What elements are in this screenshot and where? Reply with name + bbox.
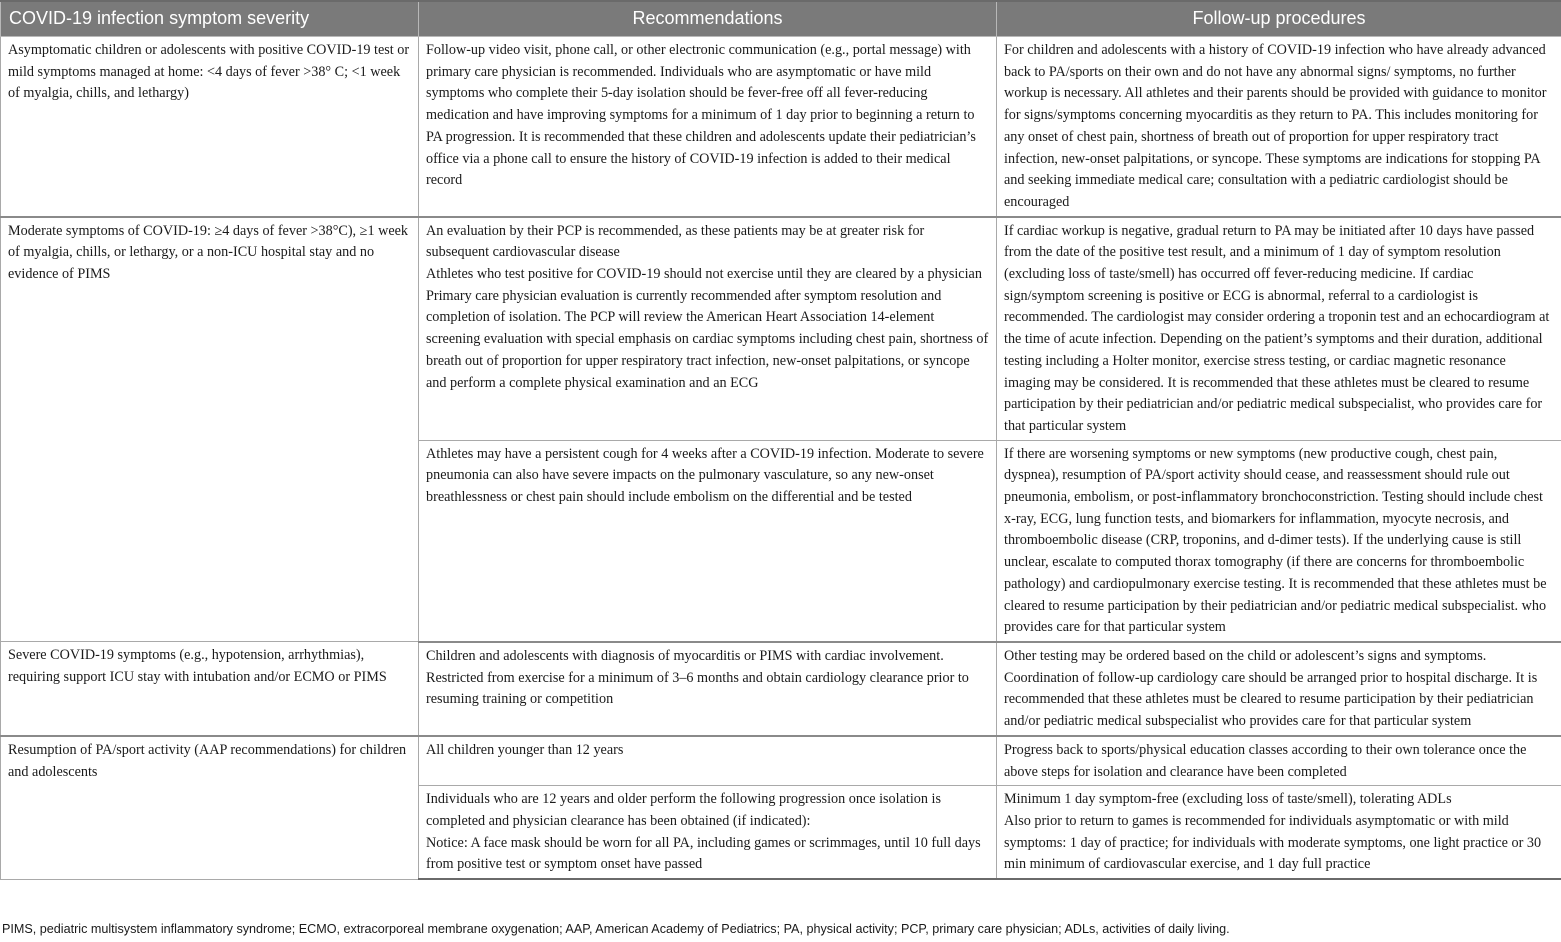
follow-up-text: If cardiac workup is negative, gradual return to PA may be initiated after 10 days have passed from the date of the positive test result, and a minimum of 1 day of symptom resolution (excluding loss of taste/smell) has occurred off fever-reducing medicine. If cardiac sign/symptom screening is positive or ECG is abnormal, referral to a cardiologist is recommended. The cardiologist may consider ordering a troponin test and an echocardiogram at the time of acute infection. Depending on the patient’s symptoms and their duration, additional testing including a Holter monitor, exercise stress testing, or cardiac magnetic resonance imaging may be considered. It is recommended that these athletes must be cleared to resume participation by their pediatrician and/or pediatric medical subspecialist, who provides care for that particular system [1004, 222, 1550, 434]
recommendation-text: Individuals who are 12 years and older perform the following progression once isolation is completed and physician clearance has been obtained (if indicated): [426, 791, 941, 829]
table-row [1, 37, 1561, 217]
recommendation-text: All children younger than 12 years [426, 741, 624, 758]
header-row [1, 1, 1561, 37]
recommendation-cell [419, 736, 997, 786]
recommendation-text: Athletes may have a persistent cough for 4 weeks after a COVID-19 infection. Moderate to severe pneumonia can also have severe impacts on the pulmonary vasculature, so any new-onset breathlessness or chest pain should include embolism on the differential and be tested [426, 445, 984, 506]
follow-up-cell [997, 37, 1561, 217]
severity-cell: Resumption of PA/sport activity (AAP recommendations) for children and adolescents [1, 736, 419, 879]
follow-up-cell [997, 786, 1561, 879]
severity-cell: Moderate symptoms of COVID-19: ≥4 days of fever >38°C), ≥1 week of myalgia, chills, or lethargy, or a non-ICU hospital stay and no evidence of PIMS [1, 217, 419, 642]
recommendation-cell [419, 440, 997, 642]
recommendation-cell [419, 786, 997, 879]
table-row [1, 642, 1561, 736]
table-row [1, 736, 1561, 786]
table-row [1, 217, 1561, 441]
follow-up-text: If there are worsening symptoms or new symptoms (new productive cough, chest pain, dyspnea), resumption of PA/sport activity should cease, and reassessment should rule out pneumonia, embolism, or post-inflammatory bronchoconstriction. Testing should include chest x-ray, ECG, lung function tests, and biomarkers for inflammation, myocyte necrosis, and thromboembolic disease (CRP, troponins, and d-dimer tests). If the underlying cause is still unclear, escalate to computed thorax tomography (if there are concerns for thromboembolic pathology) and cardiopulmonary exercise testing. It is recommended that these athletes must be cleared to resume participation by their pediatrician and/or pediatric medical subspecialist. who provides care for that particular system [1004, 445, 1547, 636]
severity-cell: Severe COVID-19 symptoms (e.g., hypotension, arrhythmias), requiring support ICU stay with intubation and/or ECMO or PIMS [1, 642, 419, 736]
follow-up-cell [997, 440, 1561, 642]
follow-up-text: Other testing may be ordered based on the child or adolescent’s signs and symptoms. Coordination of follow-up cardiology care should be arranged prior to hospital discharge. It is recommended that these athletes must be cleared to resume participation by their pediatrician and/or pediatric medical subspecialist who provides care for that particular system [1004, 647, 1538, 730]
header-recommendations: Recommendations [419, 1, 997, 37]
follow-up-text: Minimum 1 day symptom-free (excluding loss of taste/smell), tolerating ADLs [1004, 791, 1452, 808]
severity-cell: Asymptomatic children or adolescents with positive COVID-19 test or mild symptoms managed at home: <4 days of fever >38° C; <1 week of myalgia, chills, and lethargy) [1, 37, 419, 217]
recommendation-cell [419, 217, 997, 441]
table-body [1, 37, 1561, 880]
follow-up-cell [997, 217, 1561, 441]
recommendation-cell [419, 37, 997, 217]
recommendation-text: Notice: A face mask should be worn for all PA, including games or scrimmages, until 10 full days from positive test or symptom onset have passed [426, 834, 981, 873]
recommendation-text: Primary care physician evaluation is currently recommended after symptom resolution and completion of isolation. The PCP will review the American Heart Association 14-element screening evaluation with special emphasis on cardiac symptoms including chest pain, shortness of breath out of proportion for upper respiratory tract infection, new-onset palpitations, or syncope and perform a complete physical examination and an ECG [426, 287, 989, 391]
recommendation-cell [419, 642, 997, 736]
header-severity: COVID-19 infection symptom severity [1, 1, 419, 37]
follow-up-text: Also prior to return to games is recommended for individuals asymptomatic or with mild symptoms: 1 day of practice; for individuals with moderate symptoms, one light practice or 30 min minimum of cardiovascular exercise, and 1 day full practice [1004, 812, 1542, 873]
follow-up-cell [997, 736, 1561, 786]
recommendation-text: Follow-up video visit, phone call, or other electronic communication (e.g., portal message) with primary care physician is recommended. Individuals who are asymptomatic or have mild symptoms who complete their 5-day isolation should be fever-free off all fever-reducing medication and have improving symptoms for a minimum of 1 day prior to beginning a return to PA progression. It is recommended that these children and adolescents update their pediatrician’s office via a phone call to ensure the history of COVID-19 infection is added to their medical record [426, 42, 976, 189]
follow-up-text: For children and adolescents with a history of COVID-19 infection who have already advanced back to PA/sports on their own and do not have any abnormal signs/ symptoms, no further workup is necessary. All athletes and their parents should be provided with guidance to monitor for signs/symptoms concerning myocarditis as they return to PA. This includes monitoring for any onset of chest pain, shortness of breath out of proportion for upper respiratory tract infection, new-onset palpitations, or syncope. These symptoms are indications for stopping PA and seeking immediate medical care; consultation with a pediatric cardiologist should be encouraged [1004, 42, 1547, 210]
recommendation-text: An evaluation by their PCP is recommended, as these patients may be at greater risk for subsequent cardiovascular disease [426, 222, 925, 261]
table-footnote: PIMS, pediatric multisystem inflammatory syndrome; ECMO, extracorporeal membrane oxygenation; AAP, American Academy of Pediatrics; PA, physical activity; PCP, primary care physician; ADLs, activities of daily living. [2, 922, 1230, 936]
follow-up-text: Progress back to sports/physical education classes according to their own tolerance once the above steps for isolation and clearance have been completed [1004, 741, 1527, 780]
recommendation-text: Children and adolescents with diagnosis of myocarditis or PIMS with cardiac involvement. Restricted from exercise for a minimum of 3–6 months and obtain cardiology clearance prior to resuming training or competition [426, 647, 969, 708]
recommendation-text: Athletes who test positive for COVID-19 should not exercise until they are cleared by a physician [426, 266, 982, 283]
header-follow-up: Follow-up procedures [997, 1, 1561, 37]
follow-up-cell [997, 642, 1561, 736]
